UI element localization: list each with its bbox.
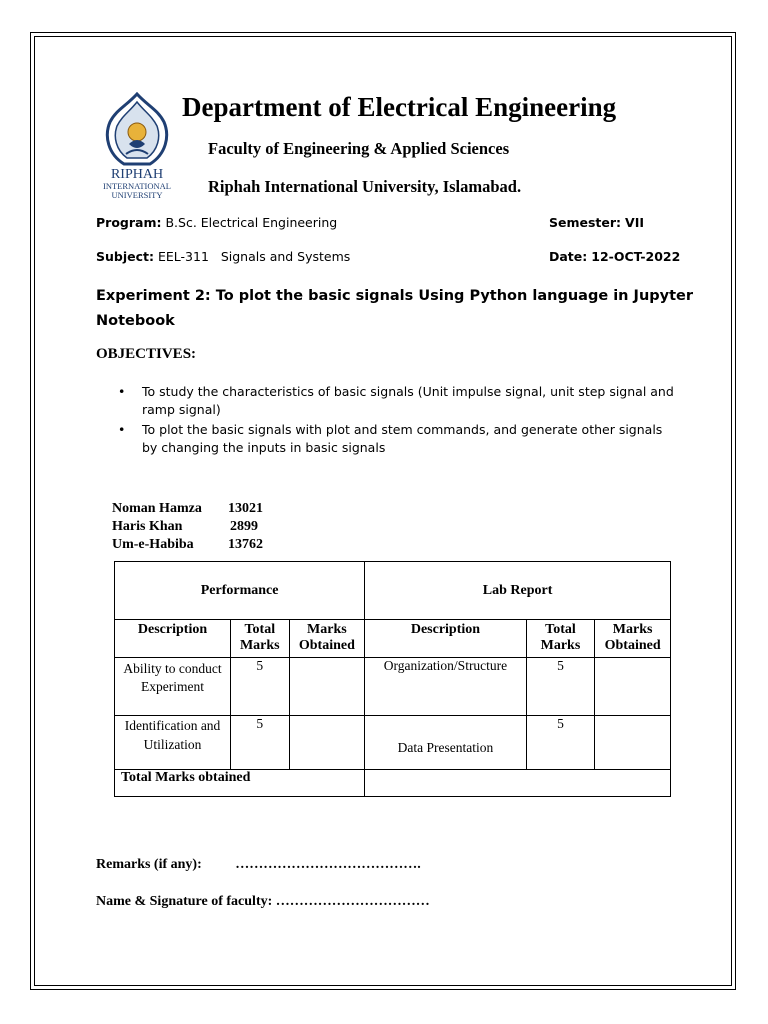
table-total-row <box>115 770 671 797</box>
marks-table <box>114 561 671 797</box>
date-label: Date: <box>549 249 588 264</box>
objectives-heading: OBJECTIVES: <box>96 346 197 362</box>
total-marks-value <box>365 770 671 797</box>
table-group-header-row <box>115 562 671 620</box>
col-description: Description <box>365 620 526 658</box>
col-marks-obtained: Marks Obtained <box>289 620 365 658</box>
lab-report-header: Lab Report <box>365 562 671 620</box>
member-id: 13021 <box>228 501 263 516</box>
col-total-marks: Total Marks <box>231 620 290 658</box>
lab-marks-obtained <box>595 658 671 716</box>
logo-text-riphah: RIPHAH <box>110 167 164 182</box>
member-id: 13762 <box>228 537 263 552</box>
logo-text-international: INTERNATIONAL <box>103 181 171 191</box>
lab-total-marks: 5 <box>526 658 595 716</box>
subject-label: Subject: <box>96 249 154 264</box>
perf-description: Ability to conduct Experiment <box>115 658 231 716</box>
member-name: Um-e-Habiba <box>112 537 194 552</box>
department-title: Department of Electrical Engineering <box>182 92 617 122</box>
experiment-title: Experiment 2: To plot the basic signals Using Python language in Jupyter Notebook <box>96 288 694 329</box>
perf-description: Identification and Utilization <box>115 716 231 770</box>
program-label: Program: <box>96 215 162 230</box>
signature-dots: …………………………… <box>275 894 430 909</box>
riphah-emblem-icon <box>96 92 178 204</box>
faculty-title: Faculty of Engineering & Applied Sciences <box>208 139 510 158</box>
university-title: Riphah International University, Islamabad. <box>208 177 522 196</box>
lab-description: Data Presentation <box>365 716 526 770</box>
table-column-header-row <box>115 620 671 658</box>
logo-text-university: UNIVERSITY <box>111 190 163 200</box>
perf-marks-obtained <box>289 658 365 716</box>
lab-marks-obtained <box>595 716 671 770</box>
objectives-list <box>118 383 678 459</box>
program-line <box>96 215 337 230</box>
member-id: 2899 <box>230 519 258 534</box>
member-name: Haris Khan <box>112 519 183 534</box>
perf-total-marks: 5 <box>231 658 290 716</box>
lab-total-marks: 5 <box>526 716 595 770</box>
perf-total-marks: 5 <box>231 716 290 770</box>
lab-description: Organization/Structure <box>365 658 526 716</box>
remarks-label: Remarks (if any): <box>96 857 202 872</box>
university-logo <box>96 92 178 204</box>
performance-header: Performance <box>115 562 365 620</box>
col-marks-obtained: Marks Obtained <box>595 620 671 658</box>
remarks-line <box>96 857 421 873</box>
semester-label: Semester: <box>549 215 622 230</box>
objective-item: • To study the characteristics of basic signals (Unit impulse signal, unit step signal and ramp signal) <box>118 383 678 419</box>
program-value: B.Sc. Electrical Engineering <box>165 215 338 230</box>
member-row <box>112 500 263 518</box>
total-marks-label: Total Marks obtained <box>115 770 365 797</box>
table-row <box>115 716 671 770</box>
semester-value: VII <box>625 215 645 230</box>
signature-line <box>96 894 430 910</box>
group-members <box>112 500 263 554</box>
signature-label: Name & Signature of faculty: <box>96 894 273 909</box>
objective-item: • To plot the basic signals with plot and stem commands, and generate other signals by changing the inputs in basic signals <box>118 421 678 457</box>
date-line <box>549 249 680 264</box>
remarks-dots: …………………………………. <box>235 857 421 872</box>
col-description: Description <box>115 620 231 658</box>
subject-line <box>96 249 350 264</box>
table-row <box>115 658 671 716</box>
semester-line <box>549 215 644 230</box>
col-total-marks: Total Marks <box>526 620 595 658</box>
subject-value: EEL-311 Signals and Systems <box>157 249 351 264</box>
date-value: 12-OCT-2022 <box>591 249 681 264</box>
member-name: Noman Hamza <box>112 501 202 516</box>
member-row <box>112 536 263 554</box>
perf-marks-obtained <box>289 716 365 770</box>
member-row <box>112 518 263 536</box>
